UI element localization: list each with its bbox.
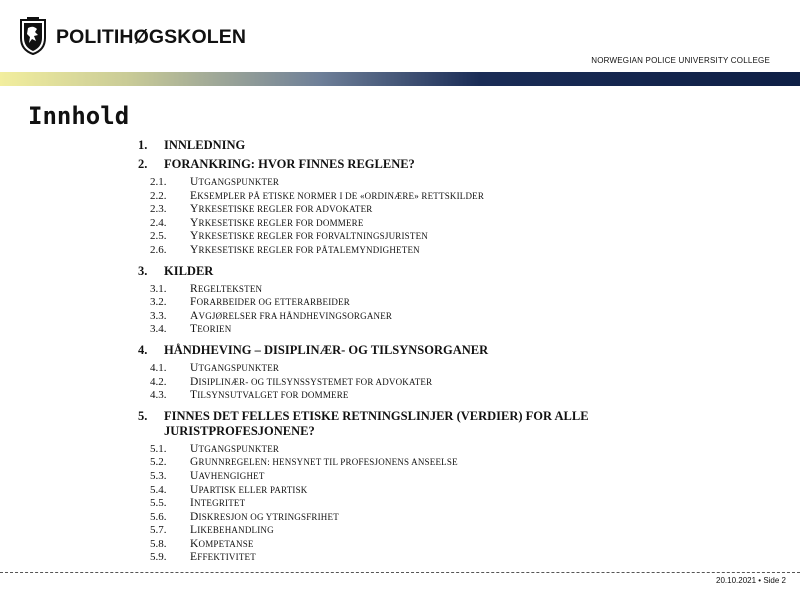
header-logo: [18, 16, 246, 56]
table-of-contents: [138, 138, 658, 571]
toc-subsection: [150, 443, 658, 457]
toc-subsection-title: INTEGRITET: [190, 497, 246, 510]
header-gradient-bar: [0, 72, 800, 86]
toc-subsection-number: 5.7.: [150, 524, 167, 537]
toc-section: [138, 409, 658, 439]
toc-section: [138, 138, 658, 153]
toc-subsection-title: KOMPETANSE: [190, 537, 254, 550]
toc-subsection-number: 4.2.: [150, 375, 167, 388]
page-title: Innhold: [28, 102, 130, 130]
toc-section-title: HÅNDHEVING – DISIPLINÆR- OG TILSYNSORGANER: [164, 342, 489, 357]
toc-subsection: [150, 511, 658, 525]
toc-subsection: [150, 524, 658, 538]
toc-subsection-number: 3.3.: [150, 309, 167, 322]
toc-subsection-number: 2.5.: [150, 230, 167, 243]
toc-section-number: 2.: [138, 157, 148, 171]
toc-subsection: [150, 538, 658, 552]
toc-subsection-number: 2.2.: [150, 189, 167, 202]
toc-section-title: KILDER: [164, 263, 214, 278]
toc-subsection-title: UTGANGSPUNKTER: [190, 176, 280, 188]
toc-subsection: [150, 389, 658, 403]
toc-section-number: 1.: [138, 138, 148, 152]
toc-subsection-title: UPARTISK ELLER PARTISK: [190, 483, 308, 496]
toc-subsection-number: 5.5.: [150, 497, 167, 510]
toc-subsection-number: 4.3.: [150, 389, 167, 402]
toc-subsection: [150, 470, 658, 484]
toc-subsection-number: 2.6.: [150, 243, 167, 256]
toc-section: [138, 157, 658, 172]
toc-subsection-title: UAVHENGIGHET: [190, 469, 265, 482]
toc-subsection: [150, 176, 658, 190]
footer-divider: [0, 572, 800, 573]
toc-subsection-title: AVGJØRELSER FRA HÅNDHEVINGSORGANER: [190, 309, 393, 322]
toc-subsection-title: EFFEKTIVITET: [190, 551, 256, 564]
toc-subsection: [150, 376, 658, 390]
toc-subsection: [150, 551, 658, 565]
toc-subsection-number: 5.1.: [150, 442, 167, 455]
toc-subsection: [150, 456, 658, 470]
toc-subsection: [150, 323, 658, 337]
toc-subsection: [150, 190, 658, 204]
toc-subsection-title: FORARBEIDER OG ETTERARBEIDER: [190, 296, 351, 309]
toc-subsection: [150, 497, 658, 511]
toc-subsection-number: 2.3.: [150, 203, 167, 216]
toc-subsection-number: 3.2.: [150, 296, 167, 309]
lion-crest-icon: [18, 16, 48, 56]
toc-subsection-list: [150, 443, 658, 565]
toc-section-title: FINNES DET FELLES ETISKE RETNINGSLINJER (VERDIER) FOR ALLE JURISTPROFESJONENE?: [164, 408, 589, 438]
toc-subsection-title: LIKEBEHANDLING: [190, 524, 274, 537]
toc-subsection-number: 5.4.: [150, 483, 167, 496]
toc-subsection-title: REGELTEKSTEN: [190, 282, 263, 295]
toc-section-number: 3.: [138, 263, 148, 278]
toc-section-number: 4.: [138, 342, 148, 357]
toc-subsection-number: 5.9.: [150, 551, 167, 564]
toc-subsection: [150, 244, 658, 258]
toc-subsection-number: 4.1.: [150, 361, 167, 374]
toc-subsection: [150, 283, 658, 297]
toc-section-title: FORANKRING: HVOR FINNES REGLENE?: [164, 157, 415, 171]
toc-subsection-list: [150, 176, 658, 258]
toc-subsection-title: YRKESETISKE REGLER FOR ADVOKATER: [190, 203, 373, 216]
toc-subsection-title: EKSEMPLER PÅ ETISKE NORMER I DE «ORDINÆRE» RETTSKILDER: [190, 189, 485, 202]
toc-subsection-number: 5.8.: [150, 537, 167, 550]
toc-subsection-title: YRKESETISKE REGLER FOR FORVALTNINGSJURISTEN: [190, 230, 428, 243]
toc-subsection-title: UTGANGSPUNKTER: [190, 361, 280, 374]
toc-subsection-title: TEORIEN: [190, 323, 232, 336]
toc-subsection: [150, 217, 658, 231]
toc-section: [138, 264, 658, 279]
toc-subsection-number: 5.2.: [150, 456, 167, 469]
toc-subsection: [150, 203, 658, 217]
footer-date-page: 20.10.2021 • Side 2: [716, 576, 786, 585]
brand-name: POLITIHØGSKOLEN: [56, 25, 247, 48]
toc-subsection: [150, 362, 658, 376]
toc-section-title: INNLEDNING: [164, 138, 246, 152]
toc-subsection-number: 5.6.: [150, 510, 167, 523]
toc-subsection-title: YRKESETISKE REGLER FOR DOMMERE: [190, 216, 364, 229]
toc-subsection: [150, 310, 658, 324]
toc-section-number: 5.: [138, 408, 148, 423]
toc-subsection-list: [150, 283, 658, 337]
toc-subsection: [150, 296, 658, 310]
toc-subsection: [150, 230, 658, 244]
toc-subsection-list: [150, 362, 658, 403]
toc-subsection-title: YRKESETISKE REGLER FOR PÅTALEMYNDIGHETEN: [190, 243, 420, 256]
header-subtitle: NORWEGIAN POLICE UNIVERSITY COLLEGE: [591, 56, 770, 65]
toc-subsection-title: UTGANGSPUNKTER: [190, 442, 280, 455]
toc-section: [138, 343, 658, 358]
toc-subsection-title: GRUNNREGELEN: HENSYNET TIL PROFESJONENS ANSEELSE: [190, 456, 458, 469]
toc-subsection-title: DISKRESJON OG YTRINGSFRIHET: [190, 510, 339, 523]
toc-subsection-number: 2.1.: [150, 176, 167, 188]
toc-subsection: [150, 484, 658, 498]
toc-subsection-number: 3.4.: [150, 323, 167, 336]
toc-subsection-number: 5.3.: [150, 469, 167, 482]
toc-subsection-title: TILSYNSUTVALGET FOR DOMMERE: [190, 389, 349, 402]
toc-subsection-number: 3.1.: [150, 282, 167, 295]
toc-subsection-number: 2.4.: [150, 216, 167, 229]
toc-subsection-title: DISIPLINÆR- OG TILSYNSSYSTEMET FOR ADVOKATER: [190, 375, 433, 388]
